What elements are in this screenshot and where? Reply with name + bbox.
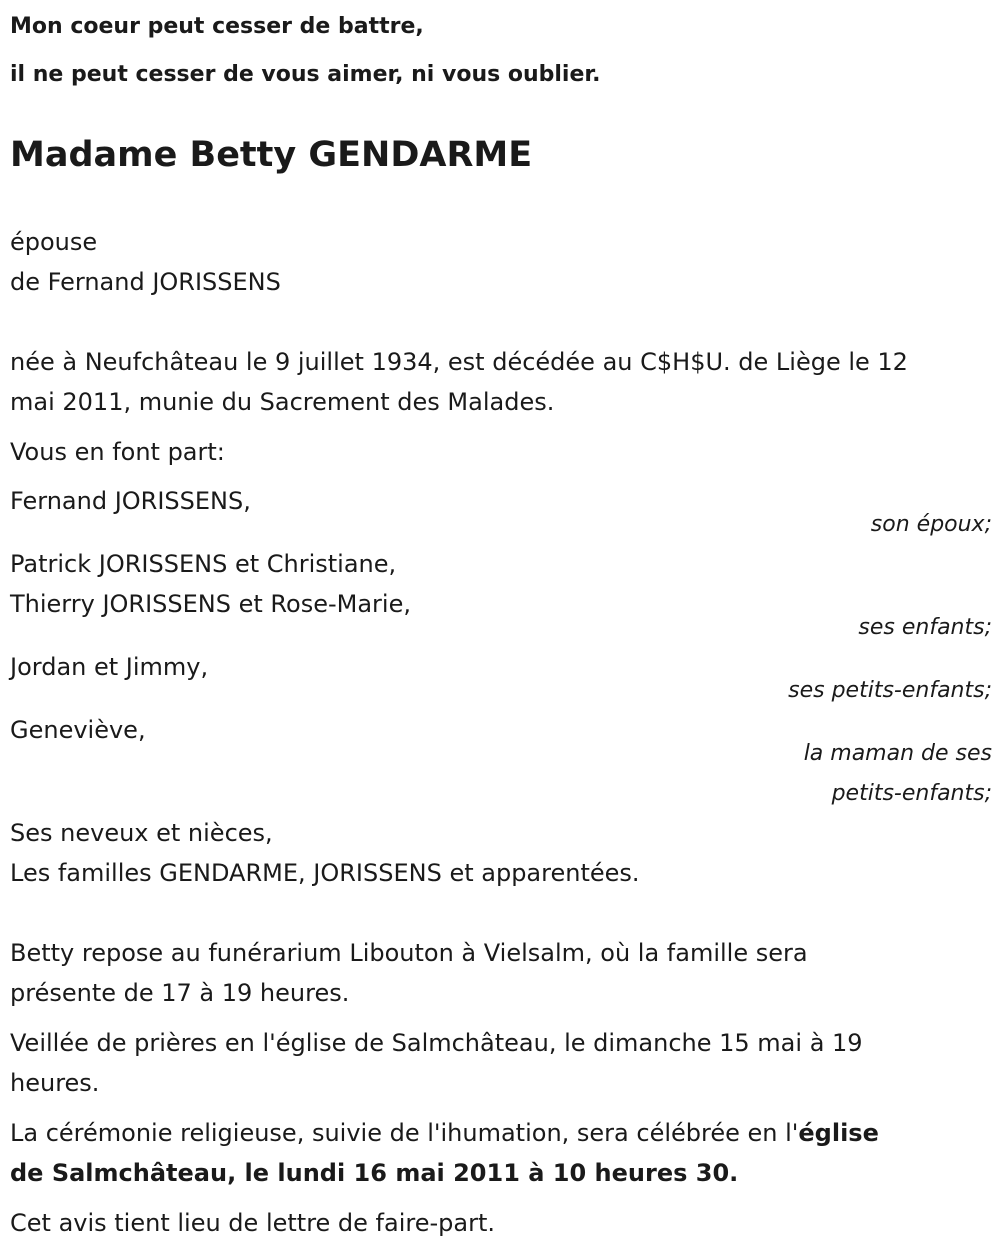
mourner-relation: ses petits-enfants; <box>788 678 992 703</box>
ceremony-location-start: église <box>798 1119 879 1147</box>
ceremony-line-1 <box>10 1113 879 1153</box>
mourner-name: Patrick JORISSENS et Christiane, <box>10 550 397 578</box>
vigil-line-2: heures. <box>10 1069 100 1097</box>
rest-line-2: présente de 17 à 19 heures. <box>10 979 350 1007</box>
mourner-name: Fernand JORISSENS, <box>10 487 251 515</box>
mourner-relation: son époux; <box>870 512 992 537</box>
deceased-name: Madame Betty GENDARME <box>10 135 533 175</box>
epigraph-line-1: Mon coeur peut cesser de battre, <box>10 14 424 39</box>
birth-death-line-2: mai 2011, munie du Sacrement des Malades. <box>10 388 555 416</box>
mourner-name: Thierry JORISSENS et Rose-Marie, <box>10 590 411 618</box>
mourner-relation: ses enfants; <box>858 615 992 640</box>
relation-label: épouse <box>10 228 98 256</box>
others-line: Ses neveux et nièces, <box>10 819 273 847</box>
birth-death-line-1: née à Neufchâteau le 9 juillet 1934, est décédée au C$H$U. de Liège le 12 <box>10 348 908 376</box>
closing-line: Cet avis tient lieu de lettre de faire-part. <box>10 1209 495 1237</box>
mourner-relation: petits-enfants; <box>831 781 992 806</box>
rest-line-1: Betty repose au funérarium Libouton à Vielsalm, où la famille sera <box>10 939 808 967</box>
mourner-name: Jordan et Jimmy, <box>10 653 209 681</box>
vigil-line-1: Veillée de prières en l'église de Salmchâteau, le dimanche 15 mai à 19 <box>10 1029 863 1057</box>
others-line: Les familles GENDARME, JORISSENS et apparentées. <box>10 859 640 887</box>
ceremony-line-2: de Salmchâteau, le lundi 16 mai 2011 à 10 heures 30. <box>10 1159 739 1187</box>
mourner-relation: la maman de ses <box>803 741 992 766</box>
ceremony-text: La cérémonie religieuse, suivie de l'ihumation, sera célébrée en l' <box>10 1119 799 1147</box>
spouse-line: de Fernand JORISSENS <box>10 268 281 296</box>
mourner-name: Geneviève, <box>10 716 146 744</box>
epigraph-line-2: il ne peut cesser de vous aimer, ni vous oublier. <box>10 62 601 87</box>
announcement-intro: Vous en font part: <box>10 438 225 466</box>
